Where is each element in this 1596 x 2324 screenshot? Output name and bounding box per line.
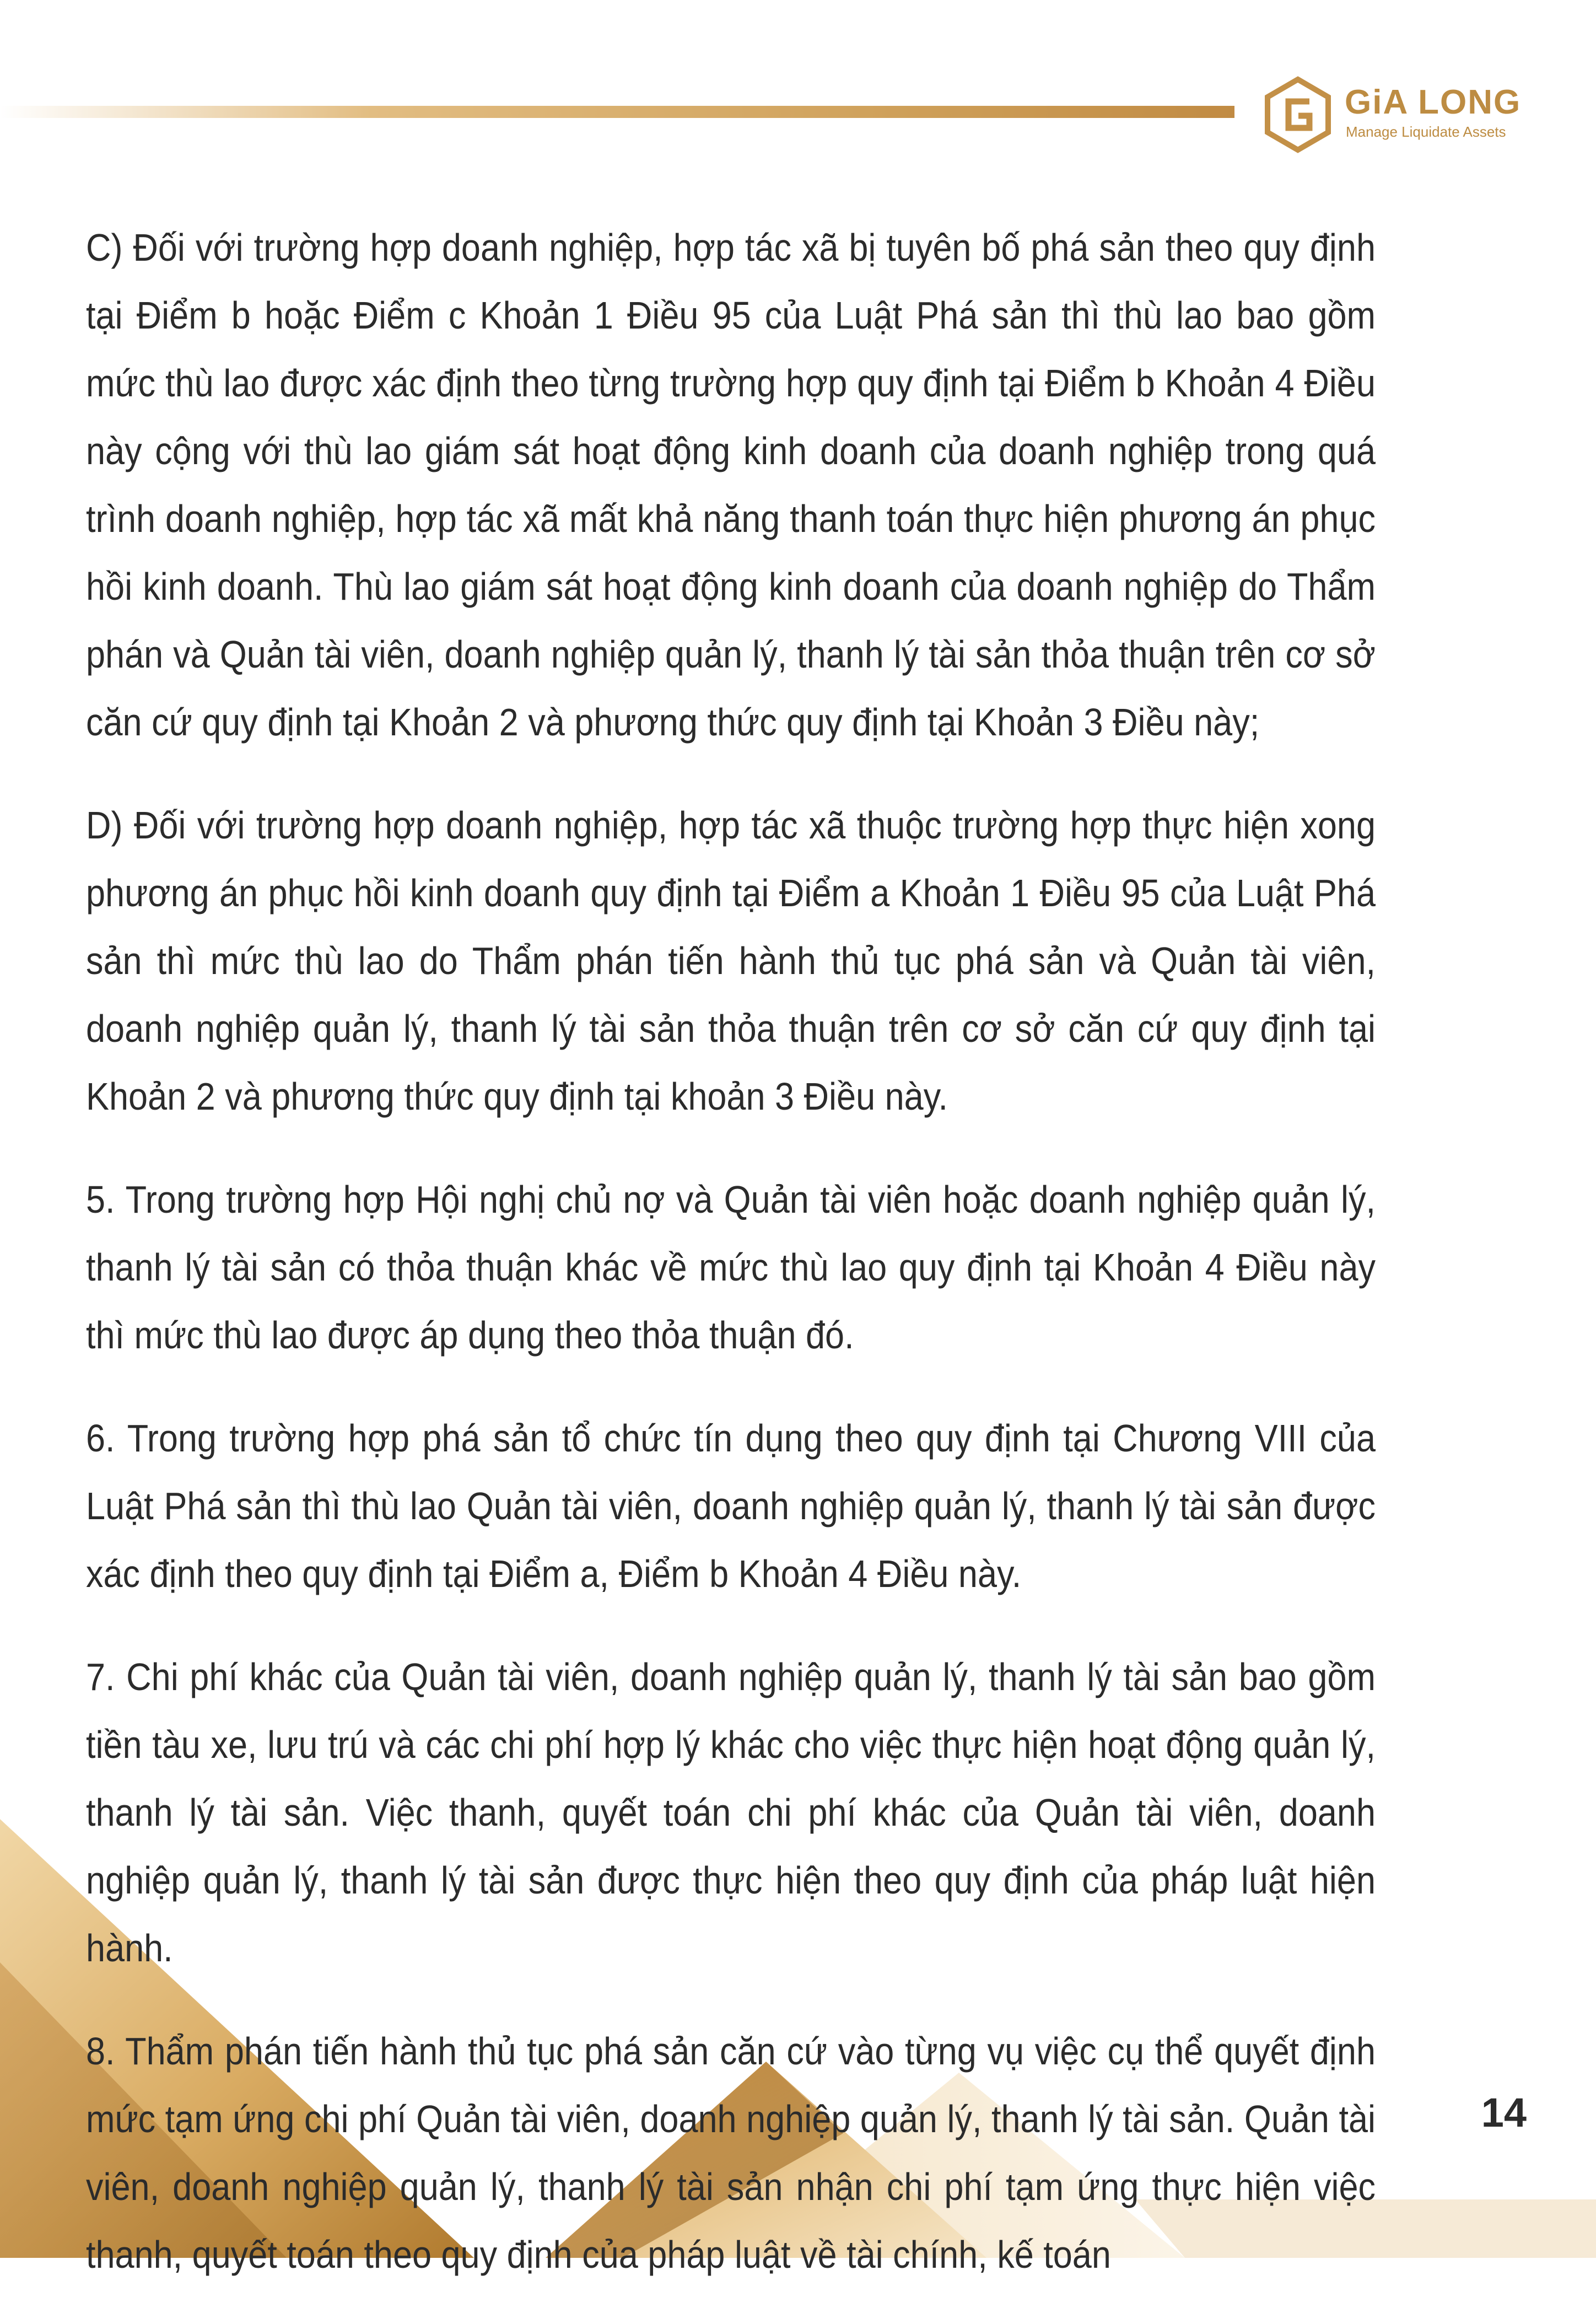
paragraph-c: C) Đối với trường hợp doanh nghiệp, hợp tác xã bị tuyên bố phá sản theo quy định tại Điểm b hoặc Điểm c Khoản 1 Điều 95 của Luật Phá sản thì thù lao bao gồm mức thù lao được xác định theo từng trường hợp quy định tại Điểm b Khoản 4 Điều này cộng với thù lao giám sát hoạt động kinh doanh của doanh nghiệp trong quá trình doanh nghiệp, hợp tác xã mất khả năng thanh toán thực hiện phương án phục hồi kinh doanh. Thù lao giám sát hoạt động kinh doanh của doanh nghiệp do Thẩm phán và Quản tài viên, doanh nghiệp quản lý, thanh lý tài sản thỏa thuận trên cơ sở căn cứ quy định tại Khoản 2 và phương thức quy định tại Khoản 3 Điều này; <box>86 226 1376 744</box>
logo-tagline: Manage Liquidate Assets <box>1346 123 1506 140</box>
logo <box>1262 76 1538 153</box>
paragraph-5: 5. Trong trường hợp Hội nghị chủ nợ và Quản tài viên hoặc doanh nghiệp quản lý, thanh lý tài sản có thỏa thuận khác về mức thù lao quy định tại Khoản 4 Điều này thì mức thù lao được áp dụng theo thỏa thuận đó. <box>86 1178 1376 1357</box>
paragraph-7: 7. Chi phí khác của Quản tài viên, doanh nghiệp quản lý, thanh lý tài sản bao gồm tiền tàu xe, lưu trú và các chi phí hợp lý khác cho việc thực hiện hoạt động quản lý, thanh lý tài sản. Việc thanh, quyết toán chi phí khác của Quản tài viên, doanh nghiệp quản lý, thanh lý tài sản được thực hiện theo quy định của pháp luật hiện hành. <box>86 1655 1376 1970</box>
paragraph-8: 8. Thẩm phán tiến hành thủ tục phá sản căn cứ vào từng vụ việc cụ thể quyết định mức tạm ứng chi phí Quản tài viên, doanh nghiệp quản lý, thanh lý tài sản. Quản tài viên, doanh nghiệp quản lý, thanh lý tài sản nhận chi phí tạm ứng thực hiện việc thanh, quyết toán theo quy định của pháp luật về tài chính, kế toán <box>86 2030 1376 2276</box>
logo-title: GiA LONG <box>1345 83 1522 121</box>
paragraph-d: D) Đối với trường hợp doanh nghiệp, hợp tác xã thuộc trường hợp thực hiện xong phương án phục hồi kinh doanh quy định tại Điểm a Khoản 1 Điều 95 của Luật Phá sản thì mức thù lao do Thẩm phán tiến hành thủ tục phá sản và Quản tài viên, doanh nghiệp quản lý, thanh lý tài sản thỏa thuận trên cơ sở căn cứ quy định tại Khoản 2 và phương thức quy định tại khoản 3 Điều này. <box>86 804 1376 1118</box>
header-rule <box>0 106 1234 118</box>
document-body <box>86 214 1519 2324</box>
logo-mark-icon <box>1262 76 1334 153</box>
paragraph-6: 6. Trong trường hợp phá sản tổ chức tín dụng theo quy định tại Chương VIII của Luật Phá sản thì thù lao Quản tài viên, doanh nghiệp quản lý, thanh lý tài sản được xác định theo quy định tại Điểm a, Điểm b Khoản 4 Điều này. <box>86 1417 1376 1595</box>
page-number: 14 <box>1481 2090 1527 2135</box>
